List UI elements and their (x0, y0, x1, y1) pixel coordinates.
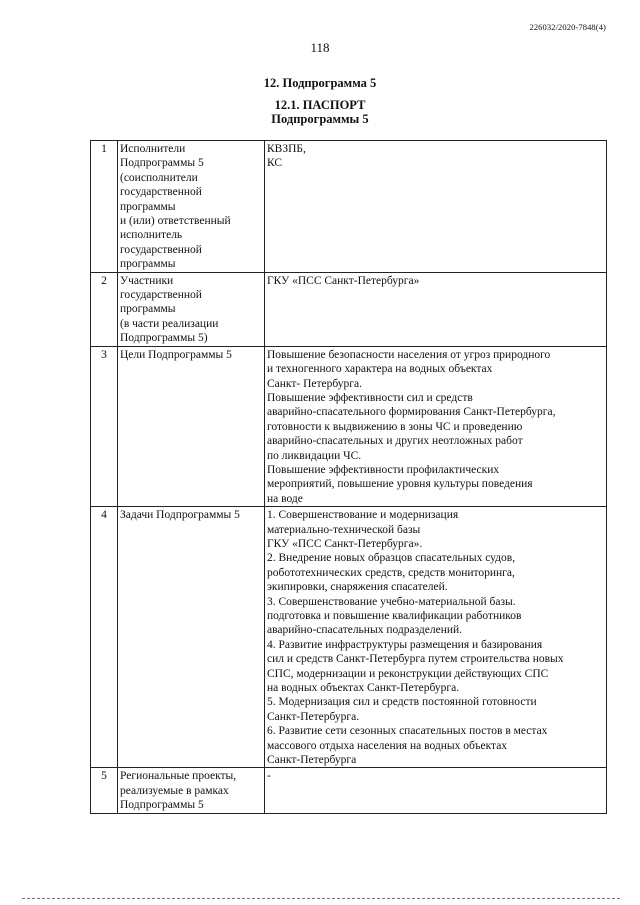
passport-table-body (91, 141, 607, 814)
parameter-name-line: государственной (120, 186, 202, 199)
parameter-name-line: реализуемые в рамках (120, 784, 229, 797)
row-number: 5 (91, 768, 118, 813)
parameter-name-line: Цели Подпрограммы 5 (120, 348, 232, 361)
parameter-value-line: 1. Совершенствование и модернизация (267, 509, 459, 522)
parameter-name-line: Исполнители (120, 143, 186, 155)
row-number: 2 (91, 272, 118, 346)
parameter-value-line: готовности к выдвижению в зоны ЧС и проведению (267, 420, 523, 433)
parameter-value-line: Повышение безопасности населения от угроз природного (267, 348, 551, 361)
parameter-value-line: Санкт-Петербурга. (267, 710, 360, 723)
parameter-value-line: по ликвидации ЧС. (267, 449, 362, 462)
parameter-value-line: 3. Совершенствование учебно-материальной базы. (267, 595, 516, 608)
parameter-name-line: программы (120, 303, 176, 316)
parameter-value-line: Санкт-Петербурга (267, 754, 357, 767)
parameter-value-line: массового отдыха населения на водных объектах (267, 739, 508, 752)
parameter-name-line: (в части реализации (120, 317, 219, 330)
table-row (91, 141, 607, 273)
parameter-value-line: КС (267, 157, 283, 170)
parameter-value-line: подготовка и повышение квалификации работников (267, 610, 522, 622)
row-number: 4 (91, 507, 118, 768)
parameter-name-line: Участники (120, 274, 174, 287)
parameter-value-line: аварийно-спасательных подразделений. (267, 624, 463, 637)
row-parameter-value (265, 141, 607, 273)
row-number: 3 (91, 346, 118, 506)
parameter-value-line: экипировки, снаряжения спасателей. (267, 581, 448, 594)
parameter-value-line: 6. Развитие сети сезонных спасательных постов в местах (267, 725, 548, 738)
parameter-value-line: аварийно-спасательного формирования Санкт-Петербурга, (267, 406, 556, 419)
parameter-name-line: государственной (120, 289, 202, 302)
parameter-value-line: ГКУ «ПСС Санкт-Петербурга» (267, 274, 420, 287)
parameter-name-line: Подпрограммы 5 (120, 799, 204, 812)
parameter-name-line: Региональные проекты, (120, 770, 237, 783)
parameter-value-line: - (267, 770, 271, 783)
row-parameter-value (265, 272, 607, 346)
row-parameter-value (265, 768, 607, 813)
table-row (91, 346, 607, 506)
document-code: 226032/2020-7848(4) (529, 22, 606, 32)
parameter-name-line: государственной (120, 243, 202, 256)
scan-edge-line (22, 898, 620, 899)
parameter-value-line: и техногенного характера на водных объектах (267, 363, 493, 376)
table-row (91, 768, 607, 813)
parameter-name-line: исполнитель (120, 229, 183, 242)
passport-table (90, 140, 607, 814)
row-parameter-value (265, 346, 607, 506)
parameter-value-line: 4. Развитие инфраструктуры размещения и базирования (267, 638, 543, 651)
parameter-value-line: робототехнических средств, средств мониторинга, (267, 566, 515, 579)
section-title: 12. Подпрограмма 5 (263, 76, 377, 90)
parameter-value-line: на воде (267, 492, 303, 505)
parameter-name-line: Подпрограммы 5) (120, 332, 208, 345)
parameter-value-line: Санкт- Петербурга. (267, 377, 362, 390)
table-row (91, 507, 607, 768)
parameter-name-line: Задачи Подпрограммы 5 (120, 509, 240, 522)
parameter-name-line: и (или) ответственный (120, 215, 231, 228)
parameter-value-line: 5. Модернизация сил и средств постоянной готовности (267, 696, 537, 709)
page-number: 118 (310, 40, 330, 55)
row-parameter-name (118, 272, 265, 346)
row-parameter-name (118, 141, 265, 273)
row-parameter-value (265, 507, 607, 768)
parameter-name-line: (соисполнители (120, 171, 198, 184)
parameter-value-line: СПС, модернизации и реконструкции действующих СПС (267, 667, 549, 680)
parameter-value-line: Повышение эффективности профилактических (267, 463, 500, 476)
parameter-name-line: программы (120, 200, 176, 213)
parameter-value-line: аварийно-спасательных и других неотложных работ (267, 435, 523, 448)
parameter-value-line: на водных объектах Санкт-Петербурга. (267, 682, 460, 695)
parameter-value-line: сил и средств Санкт-Петербурга путем строительства новых (267, 653, 564, 666)
parameter-name-line: программы (120, 258, 176, 271)
parameter-value-line: материально-технической базы (267, 523, 421, 536)
parameter-value-line: ГКУ «ПСС Санкт-Петербурга». (267, 537, 423, 550)
parameter-value-line: мероприятий, повышение уровня культуры поведения (267, 478, 533, 491)
row-parameter-name (118, 507, 265, 768)
parameter-value-line: Повышение эффективности сил и средств (267, 391, 473, 404)
parameter-value-line: КВЗПБ, (267, 143, 306, 155)
row-number: 1 (91, 141, 118, 273)
row-parameter-name (118, 768, 265, 813)
passport-title: 12.1. ПАСПОРТ (274, 98, 366, 112)
passport-subtitle: Подпрограммы 5 (271, 112, 369, 126)
parameter-value-line: 2. Внедрение новых образцов спасательных судов, (267, 552, 516, 565)
table-row (91, 272, 607, 346)
parameter-name-line: Подпрограммы 5 (120, 157, 204, 170)
row-parameter-name (118, 346, 265, 506)
